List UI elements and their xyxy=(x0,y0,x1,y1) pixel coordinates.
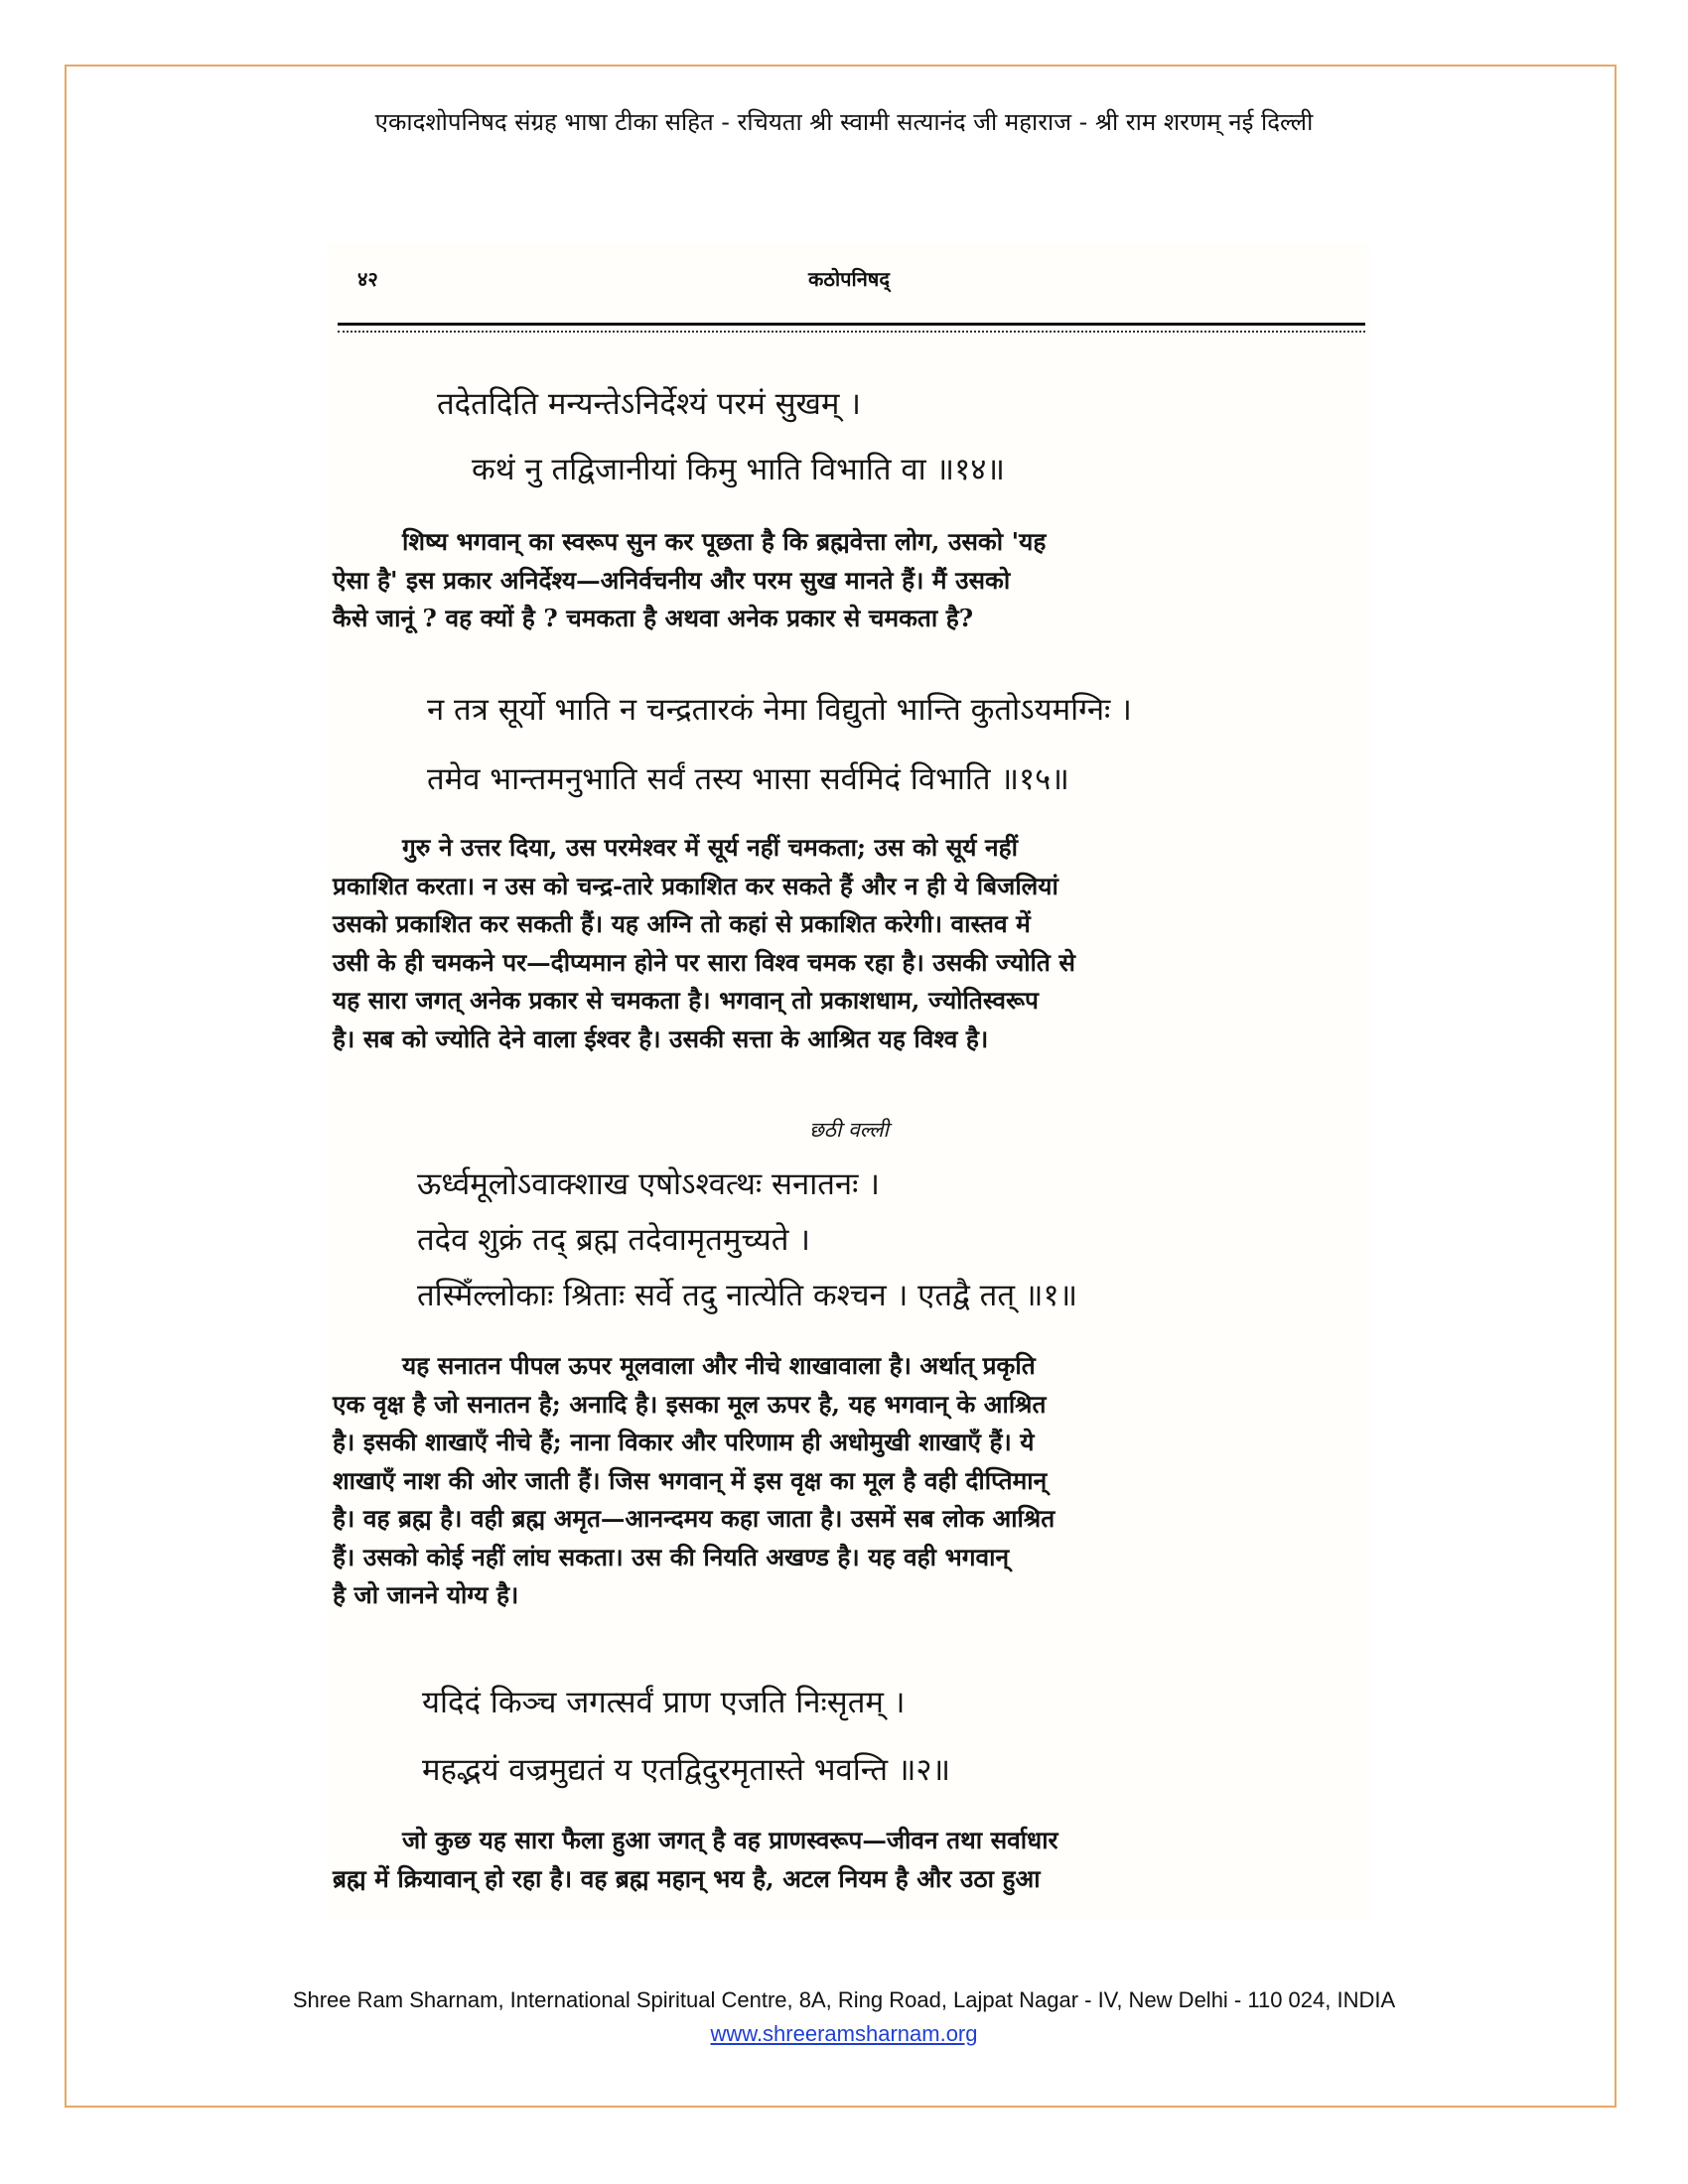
verse-15-line-2: तमेव भान्तमनुभाति सर्वं तस्य भासा सर्वमिदं विभाति ॥१५॥ xyxy=(427,761,1069,797)
commentary-15-line-2: प्रकाशित करता। न उस को चन्द्र-तारे प्रकाशित कर सकते हैं और न ही ये बिजलियां xyxy=(333,871,1058,900)
verse-14-line-1: तदेतदिति मन्यन्तेऽनिर्देश्यं परमं सुखम् । xyxy=(437,386,862,422)
commentary-6-2 xyxy=(333,1822,1370,1898)
header-dotted-rule xyxy=(338,331,1365,333)
commentary-6-1 xyxy=(333,1347,1370,1615)
commentary-6-1-line-3: है। इसकी शाखाएँ नीचे हैं; नाना विकार और परिणाम ही अधोमुखी शाखाएँ हैं। ये xyxy=(333,1428,1035,1456)
verse-6-1-line-3: तस्मिँल्लोकाः श्रिताः सर्वे तदु नात्येति कश्चन । एतद्वै तत् ॥१॥ xyxy=(417,1278,1078,1313)
commentary-15 xyxy=(333,829,1370,1058)
commentary-15-line-4: उसी के ही चमकने पर—दीप्यमान होने पर सारा विश्व चमक रहा है। उसकी ज्योति से xyxy=(333,947,1075,977)
footer-website-container xyxy=(0,2019,1688,2049)
verse-6-2-line-1: यदिदं किञ्च जगत्सर्वं प्राण एजति निःसृतम् । xyxy=(422,1685,906,1720)
commentary-6-1-line-7: है जो जानने योग्य है। xyxy=(333,1580,519,1609)
verse-14-line-2: कथं नु तद्विजानीयां किमु भाति विभाति वा ॥१४॥ xyxy=(472,452,1005,487)
header-rule xyxy=(338,323,1365,326)
commentary-6-2-line-2: ब्रह्म में क्रियावान् हो रहा है। वह ब्रह्म महान् भय है, अटल नियम है और उठा हुआ xyxy=(333,1863,1041,1893)
book-header: एकादशोपनिषद संग्रह भाषा टीका सहित - रचियता श्री स्वामी सत्यानंद जी महाराज - श्री राम शरणम् नई दिल्ली xyxy=(374,108,1314,136)
commentary-14-line-2: ऐसा है' इस प्रकार अनिर्देश्य—अनिर्वचनीय और परम सुख मानते हैं। मैं उसको xyxy=(333,565,1011,595)
commentary-6-2-line-1: जो कुछ यह सारा फैला हुआ जगत् है वह प्राणस्वरूप—जीवन तथा सर्वाधार xyxy=(402,1826,1058,1854)
scanned-page xyxy=(328,243,1370,1921)
footer-address: Shree Ram Sharnam, International Spiritual Centre, 8A, Ring Road, Lajpat Nagar - IV, New Delhi - 110 024, INDIA xyxy=(292,1987,1396,2012)
footer-website-link[interactable]: www.shreeramsharnam.org xyxy=(710,2021,978,2046)
commentary-6-1-line-5: है। वह ब्रह्म है। वही ब्रह्म अमृत—आनन्दमय कहा जाता है। उसमें सब लोक आश्रित xyxy=(333,1504,1055,1533)
commentary-15-line-1: गुरु ने उत्तर दिया, उस परमेश्वर में सूर्य नहीं चमकता; उस को सूर्य नहीं xyxy=(402,833,1018,862)
verse-6-1-line-2: तदेव शुक्रं तद् ब्रह्म तदेवामृतमुच्यते । xyxy=(417,1222,811,1258)
commentary-14 xyxy=(333,523,1370,638)
section-heading: छठी वल्ली xyxy=(809,1118,889,1142)
verse-6-1-line-1: ऊर्ध्वमूलोऽवाक्शाख एषोऽश्वत्थः सनातनः । xyxy=(417,1166,880,1202)
commentary-15-line-3: उसको प्रकाशित कर सकती हैं। यह अग्नि तो कहां से प्रकाशित करेगी। वास्तव में xyxy=(333,909,1031,938)
commentary-6-1-line-4: शाखाएँ नाश की ओर जाती हैं। जिस भगवान् में इस वृक्ष का मूल है वही दीप्तिमान् xyxy=(333,1465,1048,1495)
verse-6-2-line-2: महद्भयं वज्रमुद्यतं य एतद्विदुरमृतास्ते भवन्ति ॥२॥ xyxy=(422,1752,951,1788)
running-head xyxy=(328,261,1370,295)
commentary-6-1-line-1: यह सनातन पीपल ऊपर मूलवाला और नीचे शाखावाला है। अर्थात् प्रकृति xyxy=(402,1351,1036,1380)
commentary-15-line-6: है। सब को ज्योति देने वाला ईश्वर है। उसकी सत्ता के आश्रित यह विश्व है। xyxy=(333,1024,989,1053)
page-number: ४२ xyxy=(357,267,378,291)
commentary-6-1-line-6: हैं। उसको कोई नहीं लांघ सकता। उस की नियति अखण्ड है। यह वही भगवान् xyxy=(333,1542,1010,1571)
verse-15-line-1: न तत्र सूर्यो भाति न चन्द्रतारकं नेमा विद्युतो भान्ति कुतोऽयमग्निः । xyxy=(427,692,1132,728)
commentary-15-line-5: यह सारा जगत् अनेक प्रकार से चमकता है। भगवान् तो प्रकाशधाम, ज्योतिस्वरूप xyxy=(333,986,1039,1015)
commentary-6-1-line-2: एक वृक्ष है जो सनातन है; अनादि है। इसका मूल ऊपर है, यह भगवान् के आश्रित xyxy=(333,1389,1047,1419)
commentary-14-line-1: शिष्य भगवान् का स्वरूप सुन कर पूछता है कि ब्रह्मवेत्ता लोग, उसको 'यह xyxy=(402,527,1047,556)
running-title: कठोपनिषद् xyxy=(808,267,890,291)
commentary-14-line-3: कैसे जानूं ? वह क्यों है ? चमकता है अथवा अनेक प्रकार से चमकता है? xyxy=(333,604,974,632)
